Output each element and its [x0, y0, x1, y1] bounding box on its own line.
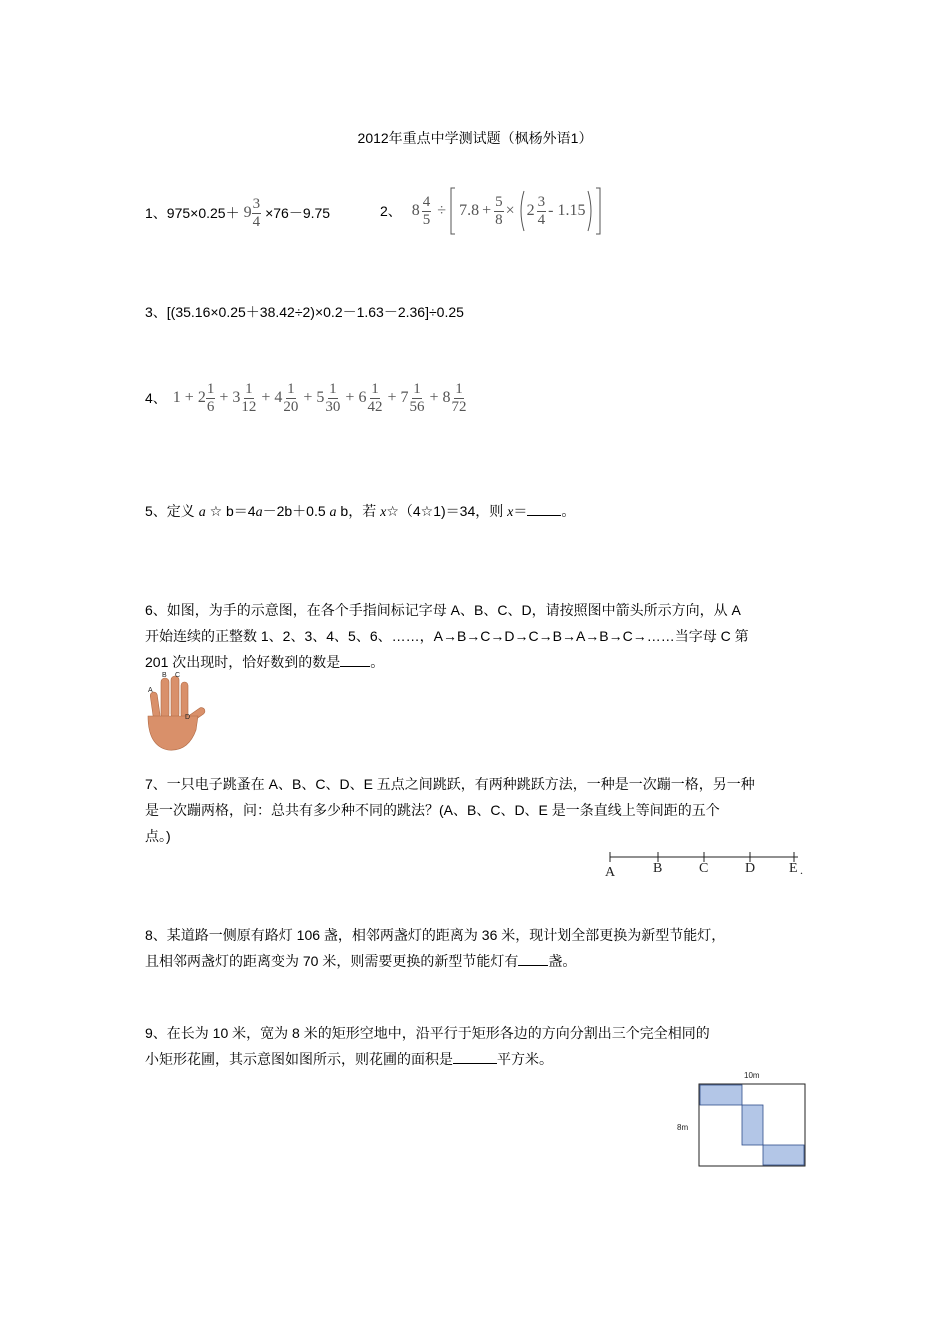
hand-figure [140, 668, 212, 752]
q4-term-den: 42 [367, 398, 383, 415]
q4-term-num: 1 [413, 380, 421, 397]
q7-line-2: 是一次蹦两格，问：总共有多少种不同的跳法？(A、B、C、D、E 是一条直线上等间距的五个 [145, 802, 720, 818]
hand-label-c: C [175, 672, 181, 679]
q5-var-a-2: a [255, 505, 263, 520]
q6-line-2: 开始连续的正整数 1、2、3、4、5、6、……，A→B→C→D→C→B→A→B→C→……当字母 C 第 [145, 628, 749, 644]
q2-fraction-2 [494, 194, 504, 229]
question-6 [145, 597, 810, 675]
q5-text-7: 。 [561, 503, 576, 519]
q4-plus-sign: + [303, 389, 313, 406]
q8-line-1: 8、某道路一侧原有路灯 106 盏，相邻两盏灯的距离为 36 米，现计划全部更换为新型节能灯， [145, 927, 726, 943]
q4-first-term: 1 [172, 389, 181, 406]
q5-text-3: －2b＋0.5 [262, 503, 330, 519]
q2-fraction-1 [422, 194, 432, 229]
q8-answer-blank[interactable] [518, 952, 548, 966]
hand-label-b: B [162, 672, 167, 679]
q5-text-4: b，若 [336, 503, 381, 519]
q1-expr-part1: 975×0.25＋ [166, 205, 240, 221]
q4-term-fraction [408, 381, 425, 416]
q4-term-den: 12 [241, 398, 257, 415]
q2-fraction-2-num: 5 [495, 193, 503, 210]
q4-plus-sign: + [184, 389, 194, 406]
question-1 [145, 190, 330, 236]
left-paren-icon [517, 189, 525, 233]
q6-answer-blank[interactable] [340, 653, 370, 667]
q1-mixed-whole: 9 [243, 204, 252, 221]
q4-term-fraction [282, 381, 299, 416]
q4-term-num: 1 [206, 380, 215, 397]
q2-fraction-1-den: 5 [422, 211, 431, 228]
question-4 [145, 376, 468, 420]
q5-answer-blank[interactable] [527, 502, 561, 516]
q5-var-a: a [198, 505, 206, 520]
q2-whole-1: 8 [411, 202, 420, 219]
question-7 [145, 771, 810, 849]
q5-text-1: 5、定义 [145, 503, 195, 519]
hand-label-a: A [148, 687, 153, 694]
q4-term-num: 1 [329, 380, 337, 397]
q5-text-5: ☆（4☆1)＝34，则 [386, 503, 508, 519]
q5-var-x-2: x [507, 505, 514, 520]
q4-term-num: 1 [455, 380, 463, 397]
number-line-labels [605, 861, 798, 880]
q4-term-den: 6 [206, 398, 215, 415]
q4-terms [181, 381, 468, 416]
q5-text-2: ☆ b＝4 [205, 503, 256, 519]
q2-whole-3: 2 [526, 202, 535, 219]
garden-bed-3 [763, 1145, 804, 1165]
q2-fraction-2-den: 8 [495, 211, 503, 228]
q4-plus-sign: + [429, 389, 439, 406]
q4-term-whole: 7 [400, 389, 409, 406]
number-line-label-b: B [653, 861, 663, 876]
q4-term-fraction [206, 381, 216, 416]
q4-term-fraction [324, 381, 341, 416]
q2-fraction-3-num: 3 [537, 193, 546, 210]
q4-plus-sign: + [219, 389, 229, 406]
q4-plus-sign: + [345, 389, 355, 406]
number-line-label-d: D [745, 861, 756, 876]
hand-label-d: D [185, 714, 191, 721]
q4-plus-sign: + [261, 389, 271, 406]
q4-term-whole: 3 [232, 389, 241, 406]
q1-fraction-num: 3 [252, 195, 261, 212]
number-line-label-c: C [699, 861, 709, 876]
number-line-trailing-mark: . [800, 863, 803, 877]
q2-fraction-3-den: 4 [537, 211, 546, 228]
q9-answer-blank[interactable] [453, 1050, 497, 1064]
q4-plus-sign: + [387, 389, 397, 406]
q5-text-6: ＝ [513, 503, 528, 519]
right-paren-icon [587, 189, 595, 233]
q4-number: 4、 [145, 390, 167, 406]
q9-line-1: 9、在长为 10 米，宽为 8 米的矩形空地中，沿平行于矩形各边的方向分割出三个完全相同的 [145, 1025, 710, 1041]
q3-text: 3、[(35.16×0.25＋38.42÷2)×0.2－1.63－2.36]÷0.25 [145, 304, 464, 320]
q4-term-den: 30 [325, 398, 341, 415]
q2-minus-term: - 1.15 [548, 202, 586, 219]
hand-icon [148, 676, 206, 750]
garden-height-label: 8m [677, 1123, 689, 1132]
q1-number: 1、 [145, 205, 167, 221]
q4-term-num: 1 [245, 380, 253, 397]
q4-term-den: 72 [451, 398, 467, 415]
q8-line-2-text: 且相邻两盏灯的距离变为 70 米，则需要更换的新型节能灯有 [145, 953, 519, 969]
garden-figure [672, 1068, 812, 1170]
title-text: 2012年重点中学测试题（枫杨外语1） [357, 130, 593, 146]
q4-term-fraction [366, 381, 383, 416]
q6-line-3-end: 。 [370, 654, 385, 670]
q7-line-1: 7、一只电子跳蚤在 A、B、C、D、E 五点之间跳跃，有两种跳跃方法，一种是一次蹦一格，另一种 [145, 776, 755, 792]
q4-term-fraction [451, 381, 468, 416]
q4-term-den: 20 [283, 398, 299, 415]
q7-line-3: 点。) [145, 828, 171, 844]
q4-term-num: 1 [371, 380, 379, 397]
q1-fraction [252, 196, 262, 231]
q2-value-1: 7.8 [459, 202, 480, 219]
q4-term-num: 1 [287, 380, 295, 397]
q5-var-a-3: a [329, 505, 337, 520]
q6-line-3-text: 201 次出现时，恰好数到的数是 [145, 654, 341, 670]
q6-line-1: 6、如图，为手的示意图，在各个手指间标记字母 A、B、C、D，请按照图中箭头所示方向，从 A [145, 602, 741, 618]
q4-term-whole: 5 [316, 389, 325, 406]
q2-divide-sign: ÷ [437, 202, 447, 219]
q8-line-2 [145, 948, 810, 974]
q8-line-2-end: 盏。 [548, 953, 577, 969]
q2-plus-sign: + [482, 202, 492, 219]
q2-number: 2、 [380, 203, 402, 219]
question-9 [145, 1020, 810, 1072]
garden-bed-2 [742, 1105, 763, 1145]
q4-term-whole: 8 [442, 389, 451, 406]
q2-fraction-1-num: 4 [422, 193, 431, 210]
number-line-label-e: E [789, 861, 798, 876]
garden-bed-1 [700, 1085, 742, 1105]
page-title [0, 128, 950, 148]
number-line-figure [598, 848, 810, 880]
q4-term-whole: 4 [274, 389, 283, 406]
q9-line-2-end: 平方米。 [497, 1051, 553, 1067]
q2-fraction-3 [537, 194, 547, 229]
right-bracket-icon [595, 186, 601, 236]
q4-term-fraction [240, 381, 257, 416]
garden-width-label: 10m [744, 1071, 760, 1080]
q2-times-sign: × [505, 202, 515, 219]
q6-line-3 [145, 649, 810, 675]
question-2 [380, 186, 601, 236]
q5-var-x: x [380, 505, 387, 520]
number-line-label-a: A [605, 865, 616, 880]
q9-line-2-text: 小矩形花圃，其示意图如图所示，则花圃的面积是 [145, 1051, 453, 1067]
question-3 [145, 302, 464, 322]
q4-term-den: 56 [409, 398, 425, 415]
question-5 [145, 501, 575, 521]
q4-term-whole: 2 [197, 389, 206, 406]
q4-term-whole: 6 [358, 389, 367, 406]
question-8 [145, 922, 810, 974]
q1-expr-part2: ×76－9.75 [265, 205, 331, 221]
left-bracket-icon [450, 186, 456, 236]
q1-fraction-den: 4 [252, 213, 261, 230]
